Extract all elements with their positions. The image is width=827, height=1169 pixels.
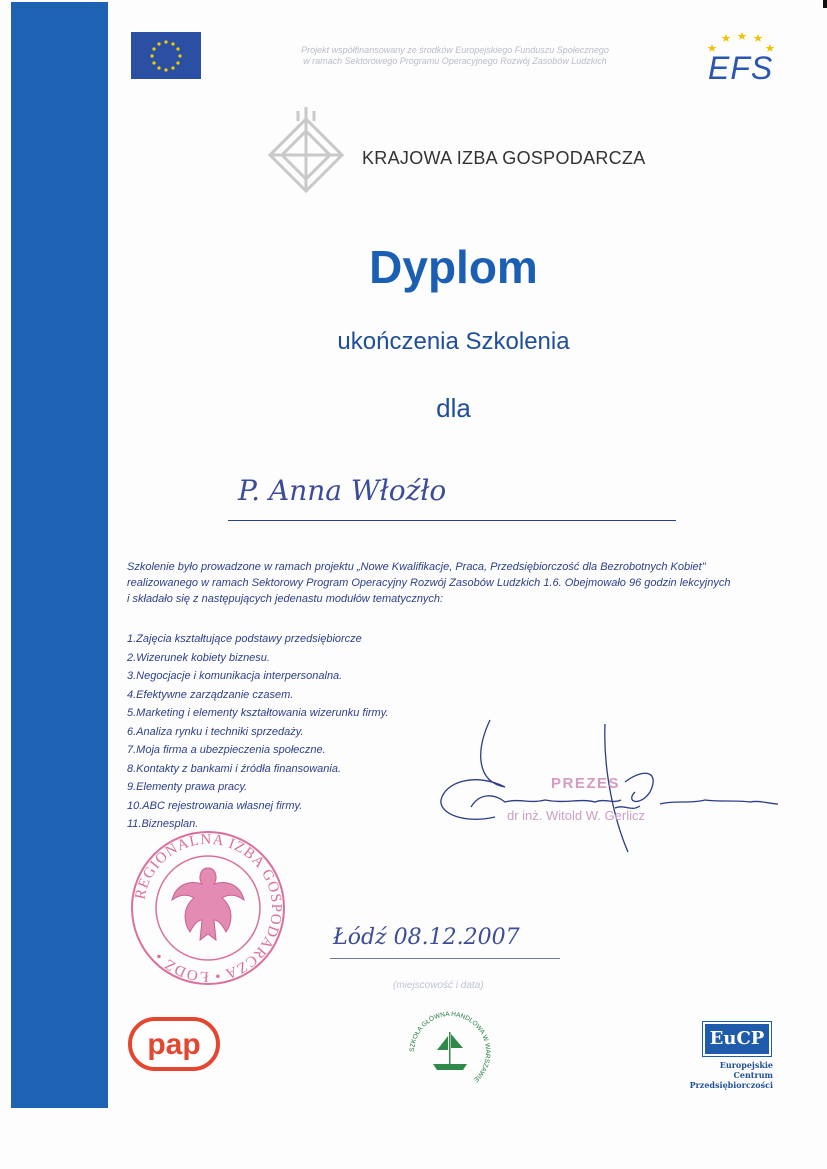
eucp-caption-line: Europejskie [719, 1060, 773, 1070]
module-item: 5.Marketing i elementy kształtowania wizerunku firmy. [127, 707, 389, 719]
pap-logo-icon [128, 1017, 220, 1071]
corner-mark [823, 0, 827, 8]
left-blue-band [11, 2, 108, 1108]
module-item: 1.Zajęcia kształtujące podstawy przedsiębiorcze [127, 633, 362, 645]
description-line: i składało się z następujących jedenastu modułów tematycznych: [127, 593, 444, 605]
eucp-logo-icon: EuCP [703, 1022, 771, 1056]
module-item: 9.Elementy prawa pracy. [127, 781, 248, 793]
stamp-text: REGIONALNA IZBA GOSPODARCZA • ŁÓDŹ • [132, 831, 285, 985]
official-stamp [128, 828, 288, 988]
sgh-logo-text: SZKOŁA GŁÓWNA HANDLOWA W WARSZAWIE [408, 1010, 492, 1084]
cofinancing-line: Projekt współfinansowany ze środków Europejskiego Funduszu Społecznego [301, 45, 609, 55]
organization-name: KRAJOWA IZBA GOSPODARCZA [362, 148, 646, 168]
training-description [127, 559, 777, 607]
module-item: 2.Wizerunek kobiety biznesu. [127, 651, 270, 664]
module-item: 3.Negocjacje i komunikacja interpersonalna. [127, 670, 343, 682]
eu-flag-icon [131, 32, 201, 79]
place-date-caption: (miejscowość i data) [393, 980, 484, 991]
efs-logo-icon [700, 30, 780, 85]
certificate-title: Dyplom [369, 241, 538, 293]
sgh-logo-icon [405, 1010, 495, 1094]
kig-logo-icon [258, 107, 354, 203]
module-list [127, 630, 388, 834]
cofinancing-line: w ramach Sektorowego Programu Operacyjnego Rozwój Zasobów Ludzkich [303, 56, 607, 66]
pap-logo-text: pap [147, 1028, 201, 1061]
cofinancing-note [250, 45, 660, 67]
place-and-date: Łódź 08.12.2007 [333, 925, 520, 950]
eucp-caption-line: Centrum [733, 1070, 773, 1080]
president-name: dr inż. Witold W. Gerlicz [507, 808, 645, 823]
eucp-caption-line: Przedsiębiorczości [689, 1080, 773, 1090]
recipient-underline [228, 520, 676, 521]
module-item: 4.Efektywne zarządzanie czasem. [127, 688, 294, 701]
module-item: 7.Moja firma a ubezpieczenia społeczne. [127, 744, 326, 756]
president-title: PREZES [551, 775, 621, 792]
module-item: 8.Kontakty z bankami i źródła finansowania. [127, 762, 342, 775]
recipient-name: P. Anna Włoźło [238, 474, 447, 507]
description-line: Szkolenie było prowadzone w ramach projektu „Nowe Kwalifikacje, Praca, Przedsiębiorczość dla Bezrobotnych Kobiet" [127, 561, 706, 573]
module-item: 6.Analiza rynku i techniki sprzedaży. [127, 725, 304, 738]
date-underline [330, 958, 560, 959]
eucp-caption [660, 1060, 773, 1090]
module-item: 11.Biznesplan. [127, 818, 199, 830]
description-line: realizowanego w ramach Sektorowy Program Operacyjny Rozwój Zasobów Ludzkich 1.6. Obejmowało 96 godzin lekcyjnych [127, 577, 731, 589]
certificate-for: dla [436, 393, 471, 423]
module-item: 10.ABC rejestrowania własnej firmy. [127, 799, 303, 812]
certificate-subtitle: ukończenia Szkolenia [337, 328, 570, 355]
efs-logo-text: EFS [708, 50, 774, 86]
